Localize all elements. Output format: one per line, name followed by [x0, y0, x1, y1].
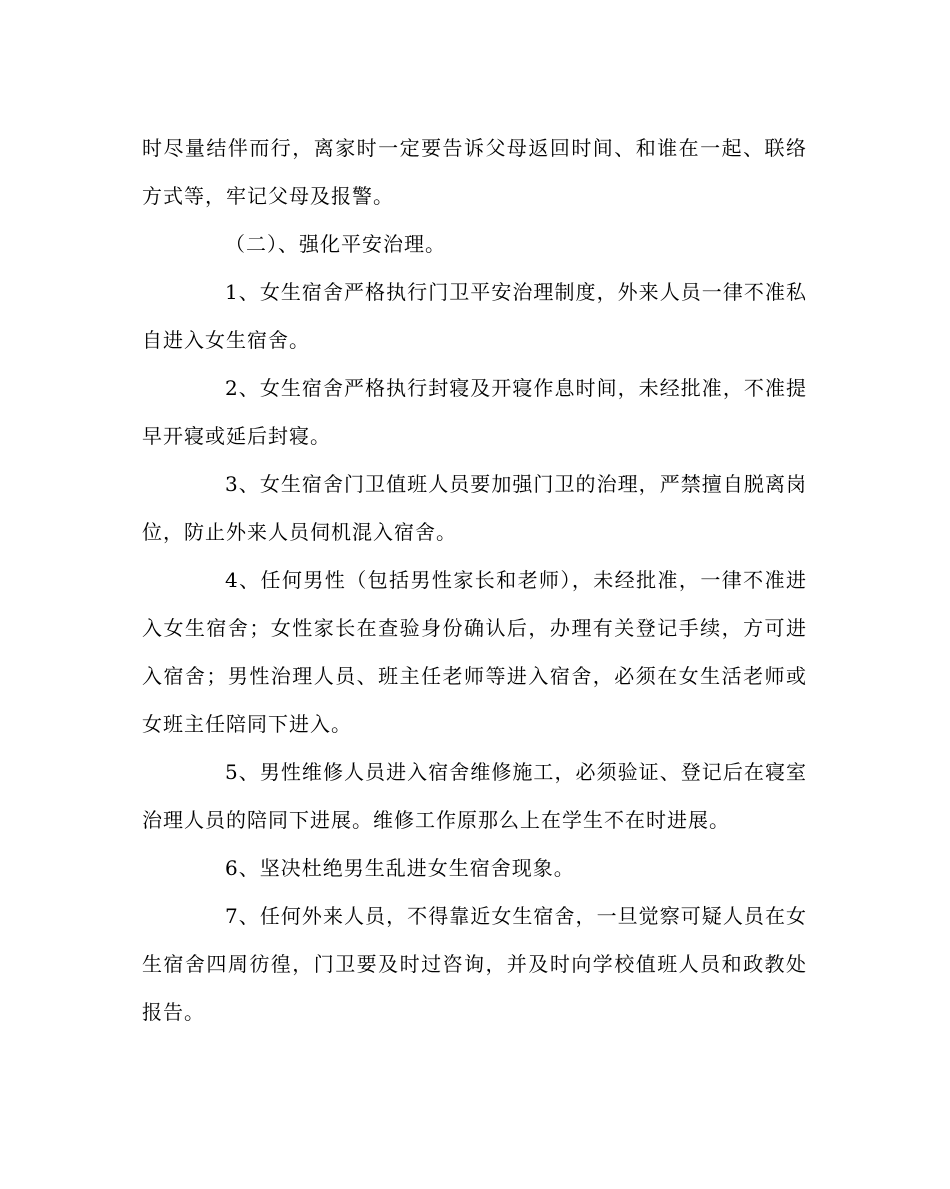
document-body	[142, 124, 807, 1036]
paragraph-item-5: 5、男性维修人员进入宿舍维修施工，必须验证、登记后在寝室治理人员的陪同下进展。维修工作原那么上在学生不在时进展。	[142, 760, 807, 832]
paragraph-item-4: 4、任何男性（包括男性家长和老师），未经批准，一律不准进入女生宿舍；女性家长在查验身份确认后，办理有关登记手续，方可进入宿舍；男性治理人员、班主任老师等进入宿舍，必须在女生活老师或女班主任陪同下进入。	[142, 568, 807, 736]
paragraph-item-3: 3、女生宿舍门卫值班人员要加强门卫的治理，严禁擅自脱离岗位，防止外来人员伺机混入宿舍。	[142, 472, 807, 544]
paragraph-item-1: 1、女生宿舍严格执行门卫平安治理制度，外来人员一律不准私自进入女生宿舍。	[142, 280, 807, 352]
paragraph-continuation: 时尽量结伴而行，离家时一定要告诉父母返回时间、和谁在一起、联络方式等，牢记父母及报警。	[142, 136, 807, 208]
section-heading: （二）、强化平安治理。	[225, 232, 446, 256]
paragraph-item-2: 2、女生宿舍严格执行封寝及开寝作息时间，未经批准，不准提早开寝或延后封寝。	[142, 376, 807, 448]
paragraph-item-7: 7、任何外来人员，不得靠近女生宿舍，一旦觉察可疑人员在女生宿舍四周彷徨，门卫要及时过咨询，并及时向学校值班人员和政教处报告。	[142, 904, 807, 1024]
paragraph-item-6: 6、坚决杜绝男生乱进女生宿舍现象。	[225, 856, 575, 880]
